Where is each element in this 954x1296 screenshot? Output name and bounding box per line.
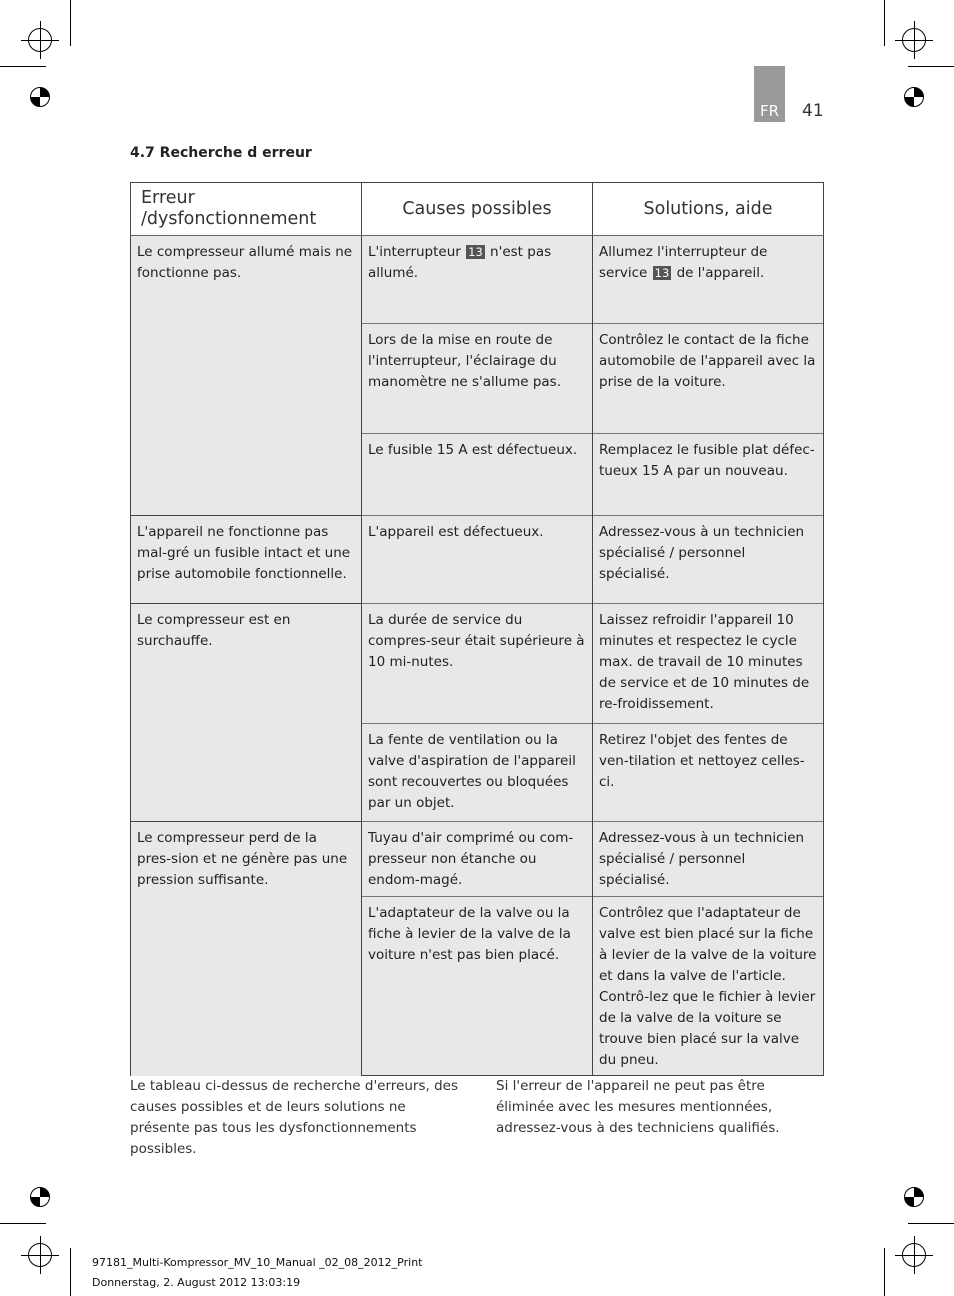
crop-mark bbox=[0, 1223, 46, 1224]
table-row bbox=[131, 236, 824, 324]
crop-mark bbox=[0, 66, 46, 67]
error-cell: Le compresseur allumé mais ne fonctionne pas. bbox=[131, 236, 362, 516]
cause-cell: L'adaptateur de la valve ou la fiche à levier de la valve de la voiture n'est pas bien placé. bbox=[362, 897, 593, 1076]
solution-text: Allumez l'interrupteur de service bbox=[599, 244, 768, 281]
solution-text: de l'appareil. bbox=[672, 265, 765, 281]
registration-dot-icon bbox=[30, 1187, 50, 1207]
cause-cell: Tuyau d'air comprimé ou com-presseur non étanche ou endom-magé. bbox=[362, 822, 593, 897]
registration-dot-icon bbox=[30, 87, 50, 107]
solution-cell bbox=[593, 236, 824, 324]
error-cell: Le compresseur est en surchauffe. bbox=[131, 604, 362, 822]
part-number-badge: 13 bbox=[468, 245, 483, 259]
table-row bbox=[131, 822, 824, 897]
registration-mark-icon bbox=[28, 28, 52, 52]
troubleshooting-table bbox=[130, 182, 824, 1076]
cause-cell: Lors de la mise en route de l'interrupteur, l'éclairage du manomètre ne s'allume pas. bbox=[362, 324, 593, 434]
note-left: Le tableau ci-dessus de recherche d'erreurs, des causes possibles et de leurs solutions ne présente pas tous les dysfonctionnements possibles. bbox=[130, 1078, 458, 1157]
solution-cell: Adressez-vous à un technicien spécialisé / personnel spécialisé. bbox=[593, 516, 824, 604]
table-row bbox=[131, 516, 824, 604]
cause-cell: La fente de ventilation ou la valve d'aspiration de l'appareil sont recouvertes ou bloquées par un objet. bbox=[362, 724, 593, 822]
crop-mark bbox=[884, 0, 885, 46]
crop-mark bbox=[70, 1248, 71, 1296]
solution-cell: Remplacez le fusible plat défec-tueux 15 A par un nouveau. bbox=[593, 434, 824, 516]
column-header-solutions: Solutions, aide bbox=[593, 183, 824, 236]
cause-cell: La durée de service du compres-seur était supérieure à 10 mi-nutes. bbox=[362, 604, 593, 724]
cause-text: L'interrupteur bbox=[368, 244, 466, 260]
registration-dot-icon bbox=[904, 87, 924, 107]
error-cell: L'appareil ne fonctionne pas mal-gré un fusible intact et une prise automobile fonctionnelle. bbox=[131, 516, 362, 604]
table-row bbox=[131, 604, 824, 724]
cause-cell: L'appareil est défectueux. bbox=[362, 516, 593, 604]
cause-cell: Le fusible 15 A est défectueux. bbox=[362, 434, 593, 516]
solution-cell: Retirez l'objet des fentes de ven-tilation et nettoyez celles-ci. bbox=[593, 724, 824, 822]
column-header-error: Erreur /dysfonctionnement bbox=[131, 183, 362, 236]
cause-cell bbox=[362, 236, 593, 324]
error-cell: Le compresseur perd de la pres-sion et ne génère pas une pression suffisante. bbox=[131, 822, 362, 1076]
registration-mark-icon bbox=[28, 1243, 52, 1267]
registration-mark-icon bbox=[902, 1243, 926, 1267]
registration-dot-icon bbox=[904, 1187, 924, 1207]
note-right: Si l'erreur de l'appareil ne peut pas être éliminée avec les mesures mentionnées, adressez-vous à des techniciens qualifiés. bbox=[496, 1078, 780, 1136]
part-number-badge: 13 bbox=[654, 266, 670, 280]
crop-mark bbox=[908, 1223, 954, 1224]
language-tab bbox=[754, 66, 785, 122]
footer-date: Donnerstag, 2. August 2012 13:03:19 bbox=[92, 1276, 301, 1289]
page-number: 41 bbox=[802, 101, 824, 121]
table-header-row bbox=[131, 183, 824, 236]
crop-mark bbox=[884, 1248, 885, 1296]
crop-mark bbox=[70, 0, 71, 46]
cause-text: n'est pas allumé. bbox=[368, 244, 552, 281]
solution-cell: Adressez-vous à un technicien spécialisé / personnel spécialisé. bbox=[593, 822, 824, 897]
column-header-causes: Causes possibles bbox=[362, 183, 593, 236]
section-title: 4.7 Recherche d erreur bbox=[130, 145, 312, 161]
solution-cell: Laissez refroidir l'appareil 10 minutes et respectez le cycle max. de travail de 10 minutes de service et de 10 minutes de re-froidissement. bbox=[593, 604, 824, 724]
solution-cell: Contrôlez que l'adaptateur de valve est bien placé sur la fiche à levier de la valve de la voiture et dans la valve de l'article. Contrô-lez que le fichier à levier de la valve de la voiture se trouve bien placé sur la valve du pneu. bbox=[593, 897, 824, 1076]
language-label: FR bbox=[759, 102, 780, 120]
registration-mark-icon bbox=[902, 28, 926, 52]
crop-mark bbox=[908, 66, 954, 67]
solution-cell: Contrôlez le contact de la fiche automobile de l'appareil avec la prise de la voiture. bbox=[593, 324, 824, 434]
footer-filename: 97181_Multi-Kompressor_MV_10_Manual _02_08_2012_Print bbox=[92, 1256, 423, 1269]
